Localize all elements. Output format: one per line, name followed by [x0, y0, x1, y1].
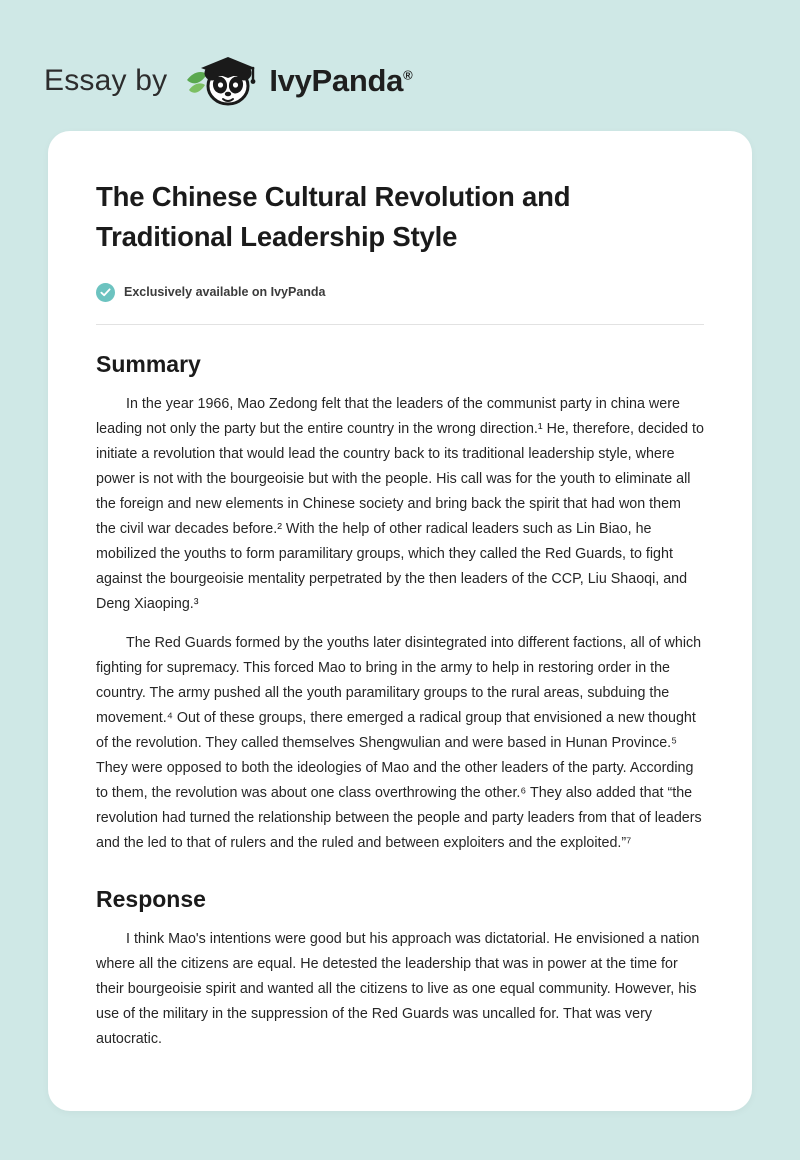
document-card — [48, 131, 752, 1111]
section-heading-summary: Summary — [96, 350, 201, 377]
brand-name-text: IvyPanda — [269, 63, 404, 98]
ivypanda-logo[interactable] — [179, 50, 412, 112]
brand-name — [269, 63, 412, 99]
response-paragraph-1: I think Mao's intentions were good but his approach was dictatorial. He envisioned a nation where all the citizens are equal. He detested the leadership that was in power at the time for their bourgeoisie spirit and wanted all the citizens to live as one equal community. However, his use of the military in the suppression of the Red Guards was uncalled for. That was very autocratic. — [96, 931, 700, 1048]
page-title: The Chinese Cultural Revolution and Traditional Leadership Style — [96, 181, 571, 252]
section-heading-response: Response — [96, 886, 206, 913]
essay-by-label: Essay by — [44, 64, 168, 97]
summary-paragraph-2: The Red Guards formed by the youths later disintegrated into different factions, all of which fighting for supremacy. This forced Mao to bring in the army to help in restoring order in the country. The army pushed all the youth paramilitary groups to the rural areas, subduing the movement.⁴ Out of these groups, there emerged a radical group that envisioned a new thought of the revolution. They called themselves Shengwulian and were based in Hunan Province.⁵ They were opposed to both the ideologies of Mao and the other leaders of the party. According to them, the revolution was about one class overthrowing the other.⁶ They also added that “the revolution had turned the relationship between the people and party leaders from that of leaders and the led to that of rulers and the ruled and between exploiters and the exploited.”⁷ — [96, 634, 702, 852]
panda-graduate-icon — [179, 50, 263, 112]
registered-mark: ® — [403, 67, 413, 83]
exclusive-badge — [96, 283, 704, 302]
header-divider — [96, 324, 704, 325]
exclusive-badge-label: Exclusively available on IvyPanda — [124, 285, 326, 300]
brand-header — [0, 0, 800, 120]
check-circle-icon — [96, 283, 115, 302]
summary-paragraph-1: In the year 1966, Mao Zedong felt that the leaders of the communist party in china were leading not only the party but the entire country in the wrong direction.¹ He, therefore, decided to initiate a revolution that would lead the country back to its traditional leadership style, where power is not with the bourgeoisie but with the people. His call was for the youth to eliminate all the foreign and new elements in Chinese society and bring back the spirit that had won them the civil war decades before.² With the help of other radical leaders such as Lin Biao, he mobilized the youths to form paramilitary groups, which they called the Red Guards, to fight against the bourgeoisie mentality perpetrated by the then leaders of the CCP, Liu Shaoqi, and Deng Xiaoping.³ — [96, 395, 704, 612]
